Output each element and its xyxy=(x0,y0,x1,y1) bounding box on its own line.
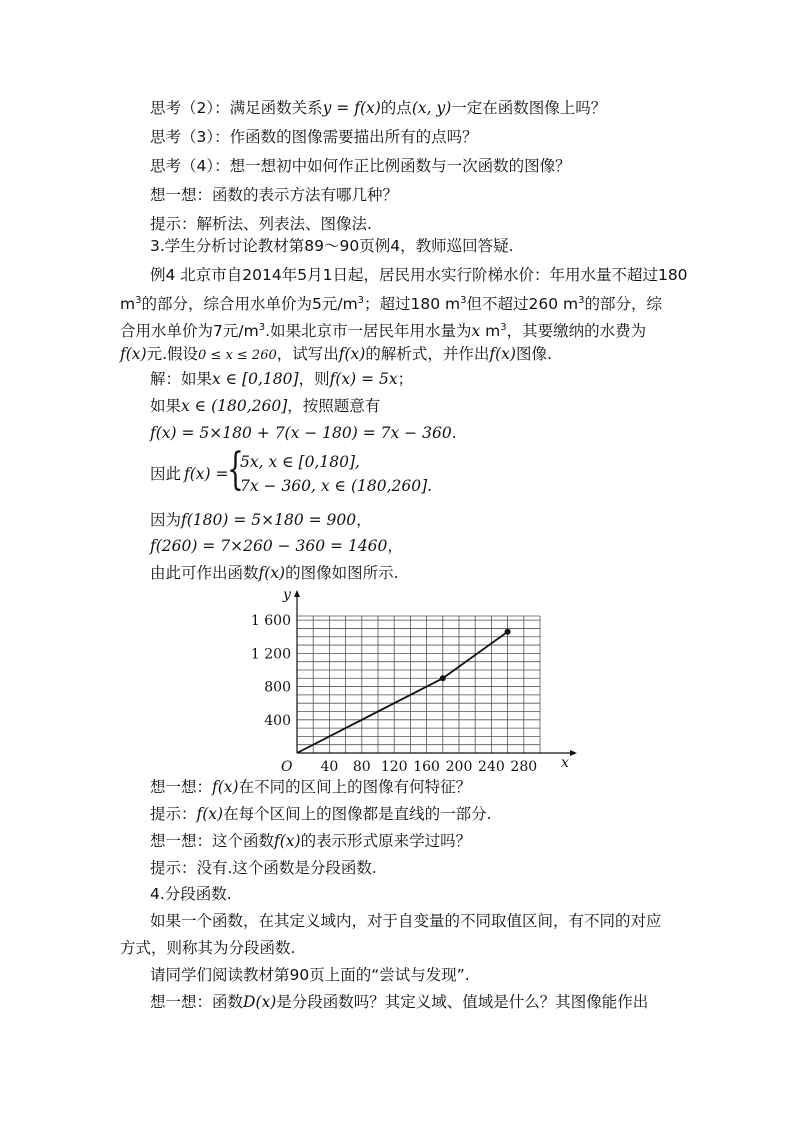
y-tick-label: 400 xyxy=(264,712,291,729)
superscript: 3 xyxy=(258,322,266,333)
text: 合用水单价为7元/m xyxy=(120,322,259,340)
example-4-line3 xyxy=(120,318,646,341)
y-tick-label: 1 600 xyxy=(250,613,291,630)
example-4-line2 xyxy=(120,291,662,314)
graph-intro xyxy=(150,563,399,583)
formula-case2 xyxy=(150,423,457,443)
data-point xyxy=(505,629,511,635)
x-axis-label: x xyxy=(561,755,569,771)
math: f(260) = 7×260 − 360 = 1460 xyxy=(150,537,388,555)
piece-1: 5x, x ∈ [0,180], xyxy=(240,453,360,471)
think-2 xyxy=(150,98,606,118)
x-tick-label: 160 xyxy=(413,759,440,775)
text: 想一想： xyxy=(150,778,213,796)
think-3: 思考（3）：作函数的图像需要描出所有的点吗？ xyxy=(150,128,478,146)
text: 是分段函数吗？其定义域、值域是什么？其图像能作出 xyxy=(276,993,649,1011)
text: 在不同的区间上的图像有何特征？ xyxy=(238,778,472,796)
data-point xyxy=(440,675,446,681)
x-axis-arrow xyxy=(570,750,577,756)
hint-methods: 提示：解析法、列表法、图像法. xyxy=(150,215,372,233)
text: 元.假设 xyxy=(146,345,199,363)
x-tick-label: 200 xyxy=(445,759,473,775)
math: f(x) = 5×180 + 7(x − 180) = 7x − 360 xyxy=(150,424,452,442)
superscript: 3 xyxy=(500,322,507,333)
math: x ∈ (180,260] xyxy=(181,397,288,415)
reading-assignment: 请同学们阅读教材第90页上面的“尝试与发现”. xyxy=(150,966,470,984)
text: ， xyxy=(387,537,403,555)
text: 的解析式，并作出 xyxy=(365,345,490,363)
compute-f180 xyxy=(150,510,372,530)
y-axis-label: y xyxy=(283,587,291,603)
text: 一定在函数图像上吗？ xyxy=(451,99,607,117)
text: 的部分，综 xyxy=(584,295,663,313)
math: y = f(x) xyxy=(322,99,381,117)
math: f(x) xyxy=(274,832,301,850)
math: f(x) = 5x xyxy=(329,370,398,388)
text: . xyxy=(451,424,457,442)
math: f(x) xyxy=(489,345,516,363)
math: f(x) xyxy=(338,345,366,363)
axes xyxy=(294,590,577,756)
solution-case2 xyxy=(150,396,380,416)
text: 但不超过260 m xyxy=(466,295,579,313)
math: D(x) xyxy=(243,993,277,1011)
x-tick-label: 120 xyxy=(380,759,408,775)
text: ，则 xyxy=(298,370,330,388)
text: ；超过180 m xyxy=(364,295,461,313)
text: 想一想：函数 xyxy=(150,993,244,1011)
example-4-line1: 例4 北京市自2014年5月1日起，居民用水实行阶梯水价：年用水量不超过180 xyxy=(150,266,688,284)
math: 0 ≤ x ≤ 260 xyxy=(198,348,277,363)
math: f(x) xyxy=(258,564,286,582)
superscript: 3 xyxy=(357,295,365,306)
definition-line2: 方式，则称其为分段函数. xyxy=(120,939,296,957)
y-tick-label: 1 200 xyxy=(250,646,291,663)
text: 提示： xyxy=(150,805,197,823)
text: 的点 xyxy=(380,99,412,117)
text: ，按照题意有 xyxy=(287,397,381,415)
superscript: 3 xyxy=(578,295,585,306)
text: 思考（2）：满足函数关系 xyxy=(150,99,323,117)
compute-f260 xyxy=(150,536,403,556)
solution-case1 xyxy=(150,369,413,389)
text: 解：如果 xyxy=(150,370,213,388)
text: 在每个区间上的图像都是直线的一部分. xyxy=(223,805,492,823)
text: 的图像如图所示. xyxy=(285,564,399,582)
text: 想一想：这个函数 xyxy=(150,832,275,850)
piece-2: 7x − 360, x ∈ (180,260]. xyxy=(240,477,433,495)
ponder-representation: 想一想：函数的表示方法有哪几种？ xyxy=(150,186,399,204)
x-tick-label: 80 xyxy=(352,759,371,775)
math: f(x) xyxy=(196,805,224,823)
text: 的表示形式原来学过吗？ xyxy=(300,832,472,850)
definition-line1: 如果一个函数，在其定义域内，对于自变量的不同取值区间，有不同的对应 xyxy=(150,912,662,930)
text: ，试写出 xyxy=(276,345,339,363)
brace-symbol: { xyxy=(227,444,244,495)
hint-features xyxy=(150,804,492,824)
series-line xyxy=(297,678,443,753)
math: f(x) xyxy=(212,778,239,796)
origin-label: O xyxy=(281,759,293,775)
text: m xyxy=(480,322,501,340)
math: x ∈ [0,180] xyxy=(212,370,299,388)
ponder-learned xyxy=(150,831,471,851)
hint-piecewise: 提示：没有.这个函数是分段函数. xyxy=(150,859,377,877)
text: ，其要缴纳的水费为 xyxy=(506,322,647,340)
math: f(180) = 5×180 = 900 xyxy=(181,511,357,529)
ponder-features xyxy=(150,777,471,797)
math: (x, y) xyxy=(411,99,452,117)
text: ； xyxy=(397,370,414,388)
text: 图像. xyxy=(515,345,552,363)
step-4: 4.分段函数. xyxy=(150,885,232,903)
superscript: 3 xyxy=(135,295,142,306)
text: ， xyxy=(356,511,372,529)
ponder-dx xyxy=(150,992,648,1012)
y-tick-label: 800 xyxy=(264,679,291,696)
text: 的部分，综合用水单价为5元/m xyxy=(141,295,358,313)
x-tick-label: 40 xyxy=(320,759,339,775)
text: 因此 xyxy=(150,465,182,483)
text: 因为 xyxy=(150,511,182,529)
math: x xyxy=(471,322,481,340)
math: f(x) xyxy=(120,345,147,363)
step-3: 3.学生分析讨论教材第89～90页例4，教师巡回答疑. xyxy=(150,237,514,255)
grid xyxy=(297,616,540,753)
text: m xyxy=(120,295,136,313)
superscript: 3 xyxy=(460,295,467,306)
math: f(x) = xyxy=(184,465,229,483)
text: .如果北京市一居民年用水量为 xyxy=(265,322,472,340)
think-4: 思考（4）：想一想初中如何作正比例函数与一次函数的图像？ xyxy=(150,157,571,175)
example-4-line4 xyxy=(120,344,552,366)
x-tick-label: 240 xyxy=(478,759,505,775)
text: 如果 xyxy=(150,397,182,415)
y-axis-arrow xyxy=(294,590,300,597)
text: 由此可作出函数 xyxy=(150,564,259,582)
x-tick-label: 280 xyxy=(510,759,538,775)
function-graph xyxy=(245,585,585,775)
